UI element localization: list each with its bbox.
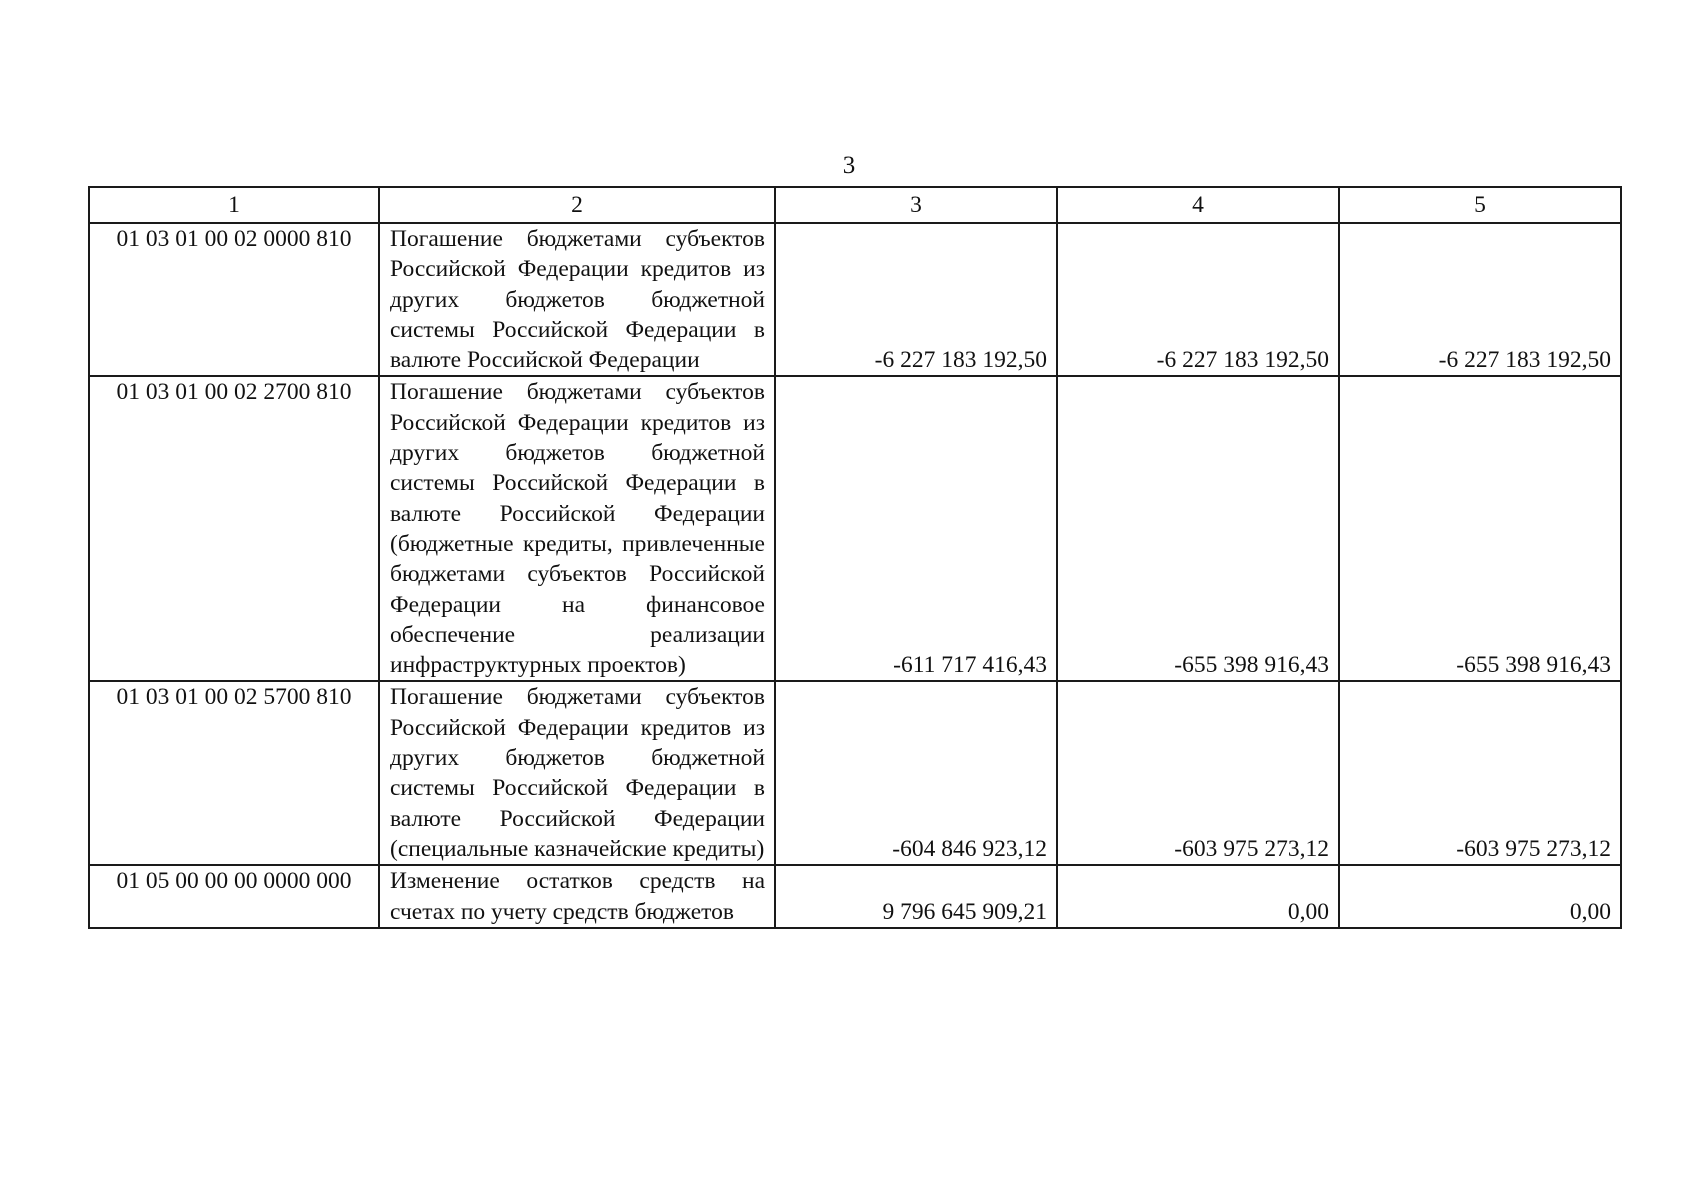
page-number: 3 <box>842 152 856 179</box>
row-code: 01 05 00 00 00 0000 000 <box>89 865 379 928</box>
row-amount-col5: 0,00 <box>1339 865 1621 928</box>
row-description: Погашение бюджетами субъектов Российской Федерации кредитов из других бюджетов бюджетной системы Российской Федерации в валюте Российской Федерации <box>379 223 775 376</box>
column-header-1: 1 <box>89 187 379 223</box>
row-description: Погашение бюджетами субъектов Российской Федерации кредитов из других бюджетов бюджетной системы Российской Федерации в валюте Российской Федерации (бюджетные кредиты, привлеченные бюджетами субъектов Российской Федерации на финансовое обеспечение реализации инфраструктурных проектов) <box>379 376 775 681</box>
table-row <box>89 681 1621 865</box>
row-amount-col3: -6 227 183 192,50 <box>775 223 1057 376</box>
row-amount-col3: -604 846 923,12 <box>775 681 1057 865</box>
row-code: 01 03 01 00 02 5700 810 <box>89 681 379 865</box>
row-description: Изменение остатков средств на счетах по учету средств бюджетов <box>379 865 775 928</box>
column-header-5: 5 <box>1339 187 1621 223</box>
table-row <box>89 865 1621 928</box>
row-amount-col3: -611 717 416,43 <box>775 376 1057 681</box>
row-amount-col5: -6 227 183 192,50 <box>1339 223 1621 376</box>
row-code: 01 03 01 00 02 0000 810 <box>89 223 379 376</box>
row-amount-col4: -655 398 916,43 <box>1057 376 1339 681</box>
row-amount-col4: -603 975 273,12 <box>1057 681 1339 865</box>
row-amount-col3: 9 796 645 909,21 <box>775 865 1057 928</box>
column-header-3: 3 <box>775 187 1057 223</box>
budget-table <box>88 186 1622 929</box>
row-amount-col4: -6 227 183 192,50 <box>1057 223 1339 376</box>
row-description: Погашение бюджетами субъектов Российской Федерации кредитов из других бюджетов бюджетной системы Российской Федерации в валюте Российской Федерации (специальные казначейские кредиты) <box>379 681 775 865</box>
table-row <box>89 376 1621 681</box>
column-header-4: 4 <box>1057 187 1339 223</box>
row-code: 01 03 01 00 02 2700 810 <box>89 376 379 681</box>
row-amount-col4: 0,00 <box>1057 865 1339 928</box>
row-amount-col5: -655 398 916,43 <box>1339 376 1621 681</box>
row-amount-col5: -603 975 273,12 <box>1339 681 1621 865</box>
column-header-2: 2 <box>379 187 775 223</box>
table-header-row <box>89 187 1621 223</box>
table-row <box>89 223 1621 376</box>
